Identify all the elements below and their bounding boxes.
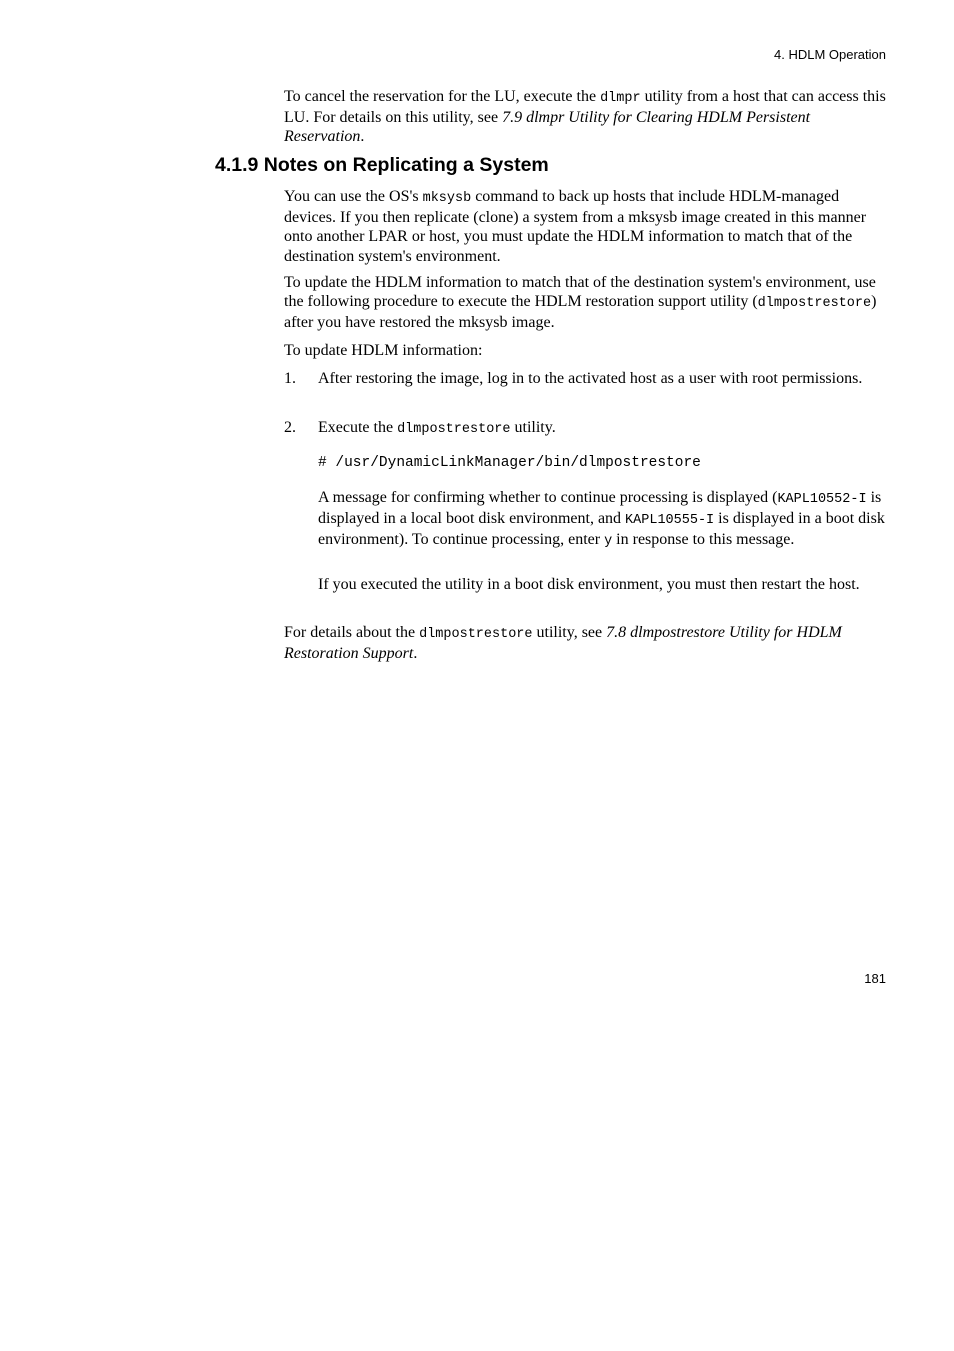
step-1-text: After restoring the image, log in to the activated host as a user with root permissions.	[318, 370, 863, 387]
confirm-text-1: A message for confirming whether to continue processing is displayed (	[318, 489, 778, 506]
confirm-code-kapl10555: KAPL10555-I	[625, 513, 715, 529]
intro-paragraph	[284, 87, 888, 147]
step-1-number: 1.	[284, 370, 296, 387]
intro-cross-reference: 7.9 dlmpr Utility for Clearing HDLM Persistent Reservation	[284, 109, 811, 146]
confirm-text-3: is displayed in a boot disk environment). To continue processing, enter	[318, 510, 885, 549]
closing-paragraph	[284, 623, 888, 663]
paragraph-mksysb	[284, 187, 888, 266]
closing-text-2: utility, see	[532, 624, 607, 641]
confirm-code-kapl10552: KAPL10552-I	[777, 492, 867, 507]
para1-code-mksysb: mksysb	[422, 191, 472, 206]
page-number: 181	[864, 971, 886, 986]
para1-text-2: command to back up hosts that include HDLM-managed devices. If you then replicate (clone) a system from a mksysb image created in this manner onto another LPAR or host, you must update the HDLM information to match that of the destination system's environment.	[284, 188, 867, 265]
step2-text-2: utility.	[510, 419, 556, 436]
running-header: 4. HDLM Operation	[774, 47, 886, 62]
intro-code-dlmpr: dlmpr	[600, 91, 641, 106]
intro-text-2: utility from a host that can access this LU. For details on this utility, see	[284, 88, 886, 127]
step-2-restart-paragraph: If you executed the utility in a boot disk environment, you must then restart the host.	[318, 576, 860, 593]
step-2-number: 2.	[284, 419, 296, 436]
step-2-text	[318, 418, 888, 439]
step2-code-dlmpostrestore: dlmpostrestore	[397, 422, 511, 437]
confirm-code-y: y	[604, 534, 613, 550]
para2-code-dlmpostrestore: dlmpostrestore	[757, 296, 872, 312]
para2-text-1: To update the HDLM information to match that of the destination system's environment, use the following procedure to execute the HDLM restoration support utility (	[284, 274, 876, 311]
closing-code-dlmpostrestore: dlmpostrestore	[419, 627, 533, 642]
confirm-text-2: is displayed in a local boot disk environment, and	[318, 489, 882, 528]
paragraph-update-procedure	[284, 273, 888, 333]
confirm-text-4: in response to this message.	[612, 531, 795, 549]
closing-text-3: .	[413, 645, 418, 663]
paragraph-to-update: To update HDLM information:	[284, 342, 483, 359]
intro-text-3: .	[360, 128, 365, 146]
closing-cross-reference: 7.8 dlmpostrestore Utility for HDLM Restoration Support	[284, 624, 842, 663]
section-heading: 4.1.9 Notes on Replicating a System	[215, 154, 549, 176]
step2-text-1: Execute the	[318, 419, 398, 436]
para2-text-2: ) after you have restored the mksysb image.	[284, 293, 877, 332]
intro-text-1: To cancel the reservation for the LU, execute the	[284, 88, 601, 105]
para1-text-1: You can use the OS's	[284, 188, 423, 205]
command-code-block: # /usr/DynamicLinkManager/bin/dlmpostrestore	[318, 455, 701, 471]
closing-text-1: For details about the	[284, 624, 420, 641]
step-2-confirmation-paragraph	[318, 488, 888, 552]
